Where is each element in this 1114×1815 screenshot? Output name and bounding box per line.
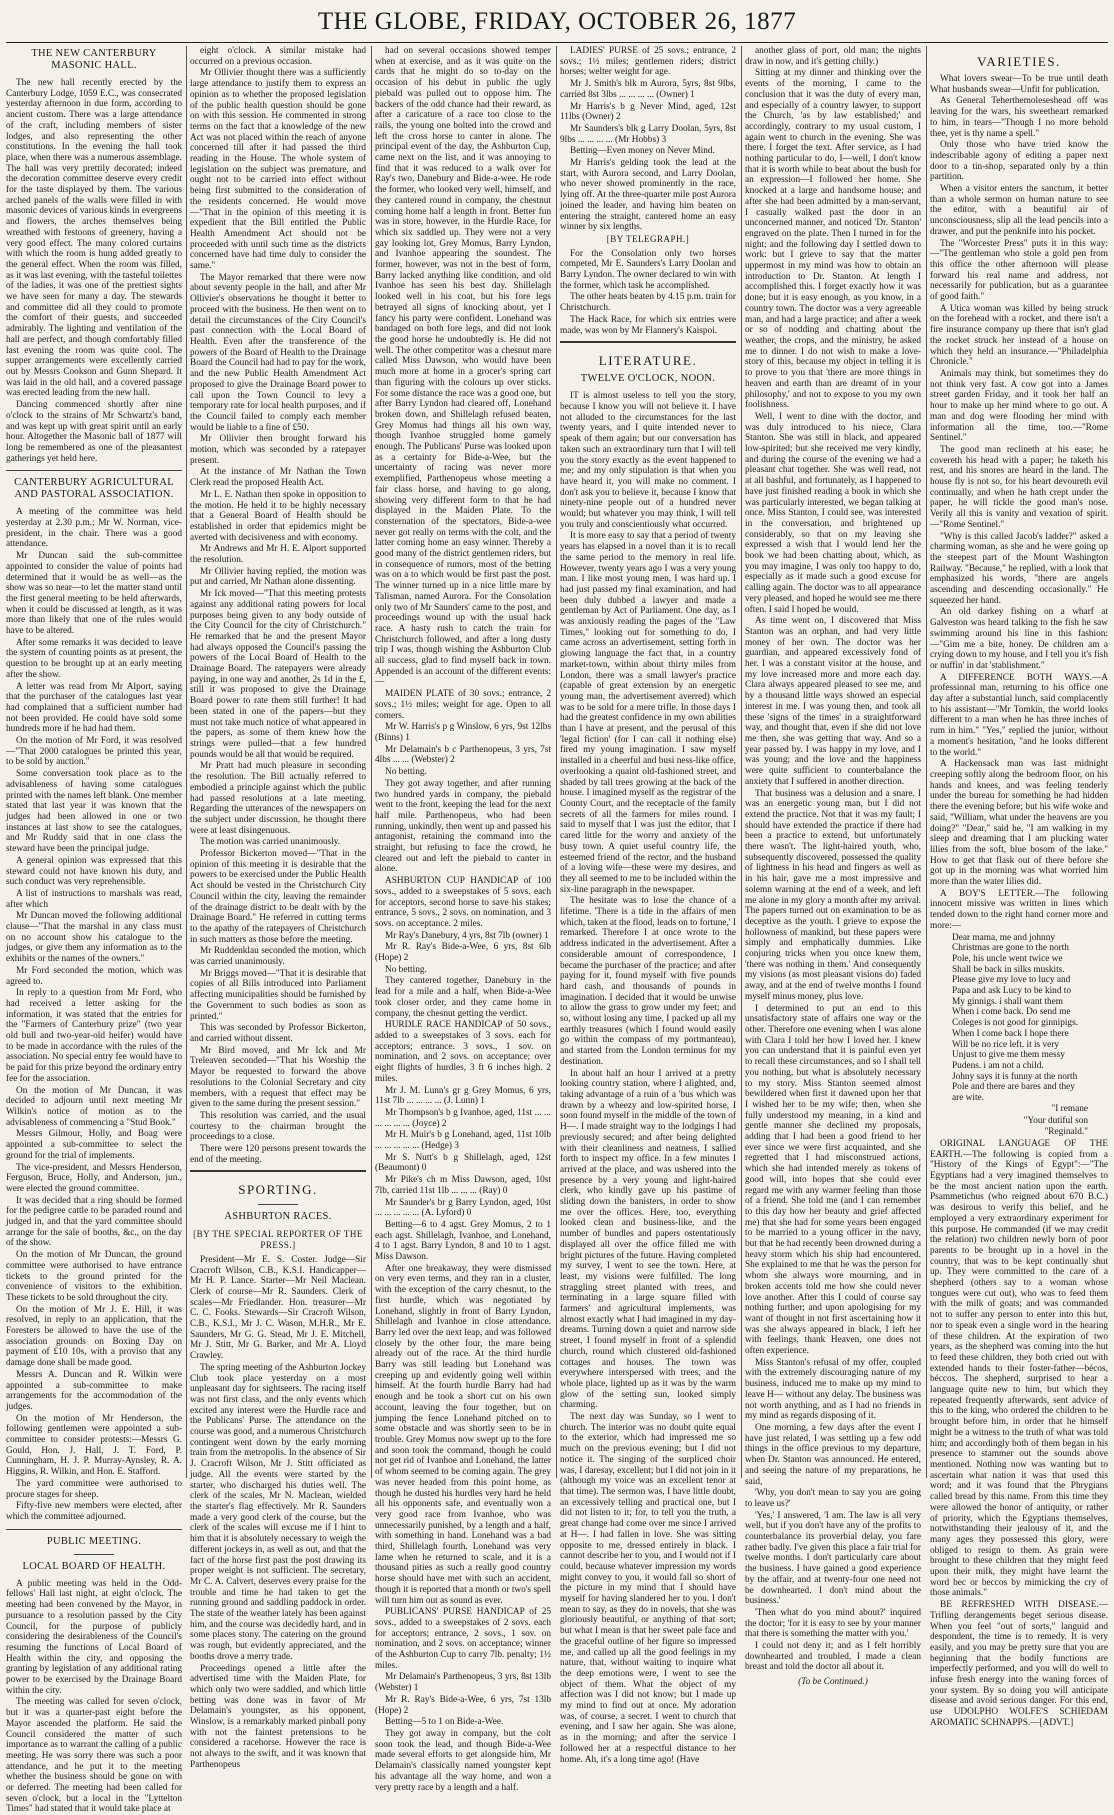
- paragraph: After one breakaway, they were dismissed on very even terms, and they ran in a cluster, with the exception of the carry chesnut, to the first hurdle, which was negotiated by Lonehand, slightly in front of Barry Lyndon, Shillelagh and Ivanhoe in close attendance. Barry led over the next leap, and was followed closely by the other four, the mare being already out of the race. At the third hurdle Barry was still leading but Lonehand was creeping up and evidently going well within himself. At the fourth hurdle Barry had had enough and he took a short cut on his own account, leaving the four together, but on jumping the fence Lonehand pitched on to some obstacle and was shortly seen to be in trouble. Grey Momus now swept up to the fore and soon took the command, though he could not get rid of Ivanhoe and Lonehand, the latter of whom seemed to be coming again. The grey was never headed from this point home, as though he dusted his hurdles very hard he held all his opponents safe, and eventually won a very good race from Ivanhoe, who was unnecessarily punished, by a length and a half, with something in hand. Lonehand was a bad third, Shillelagh fourth. Lonehand was very lame when he returned to scale, and it is a thousand pities as such a really good country horse should have met with such an accident, though it is reported that a month or two's spell will turn him out as sound as ever.: [375, 1263, 551, 1606]
- paragraph: It is more easy to say that a period of twenty years has elapsed in a novel than it is to recall the same period to the memory in real life. However, twenty years ago I was a very young man. I like most young men, I was hard up. I had just passed my final examination, and had been duly dubbed a lawyer and made a gentleman by Act of Parliament. One day, as I was anxiously reading the pages of the "Law Times," looking out for something to do, I came across an advertisement, setting forth in glowing language the fact that, in a country market-town, within about thirty miles from London, there was a small lawyer's practice (capable of great extension by an energetic young man, the advertisement averred) which was to be sold for a mere trifle. In those days I had the greatest confidence in my own abilities than I have at present, and the perusal of this 'legal fiction' (for I can call it nothing else) fired my young imagination. I saw myself installed in a cheerful and busi ness-like office, overlooking a quaint old-fashioned street, and shaded by tall trees growing at the back of the house. I imagined myself as the registrar of the County Court, and the receptacle of the family secrets of all the farmers for miles round. I said to myself that I was just the editor, that I cared little for the worry and anxiety of the busy town. A quiet useful country life, the esteemed friend of the rector, and the husband of a loving wife—these were my desires, and they all seemed to me to be included within the six-line paragraph in the newspaper.: [560, 531, 736, 895]
- paragraph: Mr Pratt had much pleasure in seconding the resolution. The Bill actually referred to embodied a principle against which the public had passed resolutions at a late meeting. Regarding the utterances of the newspapers on the subject under discussion, he thought there were at least disingenuous.: [190, 761, 366, 836]
- race-result: Mr Delamain's b c Parthenopeus, 3 yrs, 7st 4lbs ... ... (Webster) 2: [375, 744, 551, 766]
- poem-line: My ginnigs. i shall want them: [952, 996, 1064, 1007]
- column-4: [560, 46, 736, 1765]
- poem-line: Will be no rice left. it is very: [952, 1039, 1060, 1050]
- paragraph: Professor Bickerton moved—"That in the opinion of this meeting it is desirable that the powers to be exercised under the Public Health Act should be vested in the Christchurch City Council within the city, leaving the remainder of the drainage district to be dealt with by the Drainage Board." He referred in cutting terms to the apathy of the ratepayers of Christchurch in such matters as those before the meeting.: [190, 849, 366, 945]
- race-result: Mr W. Harris's p g Winslow, 6 yrs, 9st 12lbs (Binns) 1: [375, 722, 551, 743]
- paragraph: The Mayor remarked that there were now about seventy people in the hall, and after Mr Ollivier's observations he thought it better to proceed with the business. He then went on to detail the circumstances of the City Council's past connection with the Local Board of Health. Even after the transference of the powers of the Board of Health to the Drainage Board the Council had had to pay for the work, and the new Public Health Amendment Act proposed to give the Drainage Board power to call upon the Town Council to levy a temporary rate for local health purposes, and if the Council failed to comply each member would be liable to a fine of £50.: [190, 272, 366, 433]
- paragraph: An old darkey fishing on a wharf at Galveston was heard talking to the fish he saw swimming around his line in this fashion:—"Gim me a bite, honey. De children am a crying down to my house, and I tell you it's fish or nuffin' in dat 'stablishment.": [930, 607, 1108, 671]
- paragraph: A general opinion was expressed that this steward could not have known his duty, and such conduct was very reprehensible.: [6, 855, 182, 888]
- paragraph: This resolution was carried, and the usual courtesy to the chairman brought the proceedings to a close.: [190, 1110, 366, 1143]
- poem-line: Unjust to give me them messy: [952, 1050, 1065, 1061]
- race-result: Mr Saunders's blk g Larry Doolan, 5yrs, 8st 9lbs ... ... ... ... (Mr Hobbs) 3: [560, 123, 736, 145]
- paragraph: The good man reclineth at his ease; he covereth his head with a paper; he taketh his rest, and his snores are heard in the land. The house fly is not so, for his heart devoureth evil continually, and when he hath crept under the paper, he will tickle the good man's nose. Verily all this is vanity and vexation of spirit.—"Rome Sentinel.": [930, 444, 1108, 530]
- column-2: [190, 46, 366, 1770]
- paragraph: No betting.: [385, 964, 427, 975]
- race-result: Mr J. Smith's blk m Aurora, 5yrs, 8st 9lbs, carried 8st 3lbs ... ... ... ... (Owner) 1: [560, 79, 736, 100]
- paragraph: Mr Ollivier thought there was a sufficiently large attendance to justify them to express an opinion as to whether the proposed legislation of the public health question should be gone on with this session. He commented in strong terms on the fact that a knowledge of the new Act was not placed within the reach of anyone concerned till after it had passed the third reading in the House. The whole system of legislation on the subject was premature, and ought not to be carried into effect without being first submitted to the consideration of the residents concerned. He would move—"That in the opinion of this meeting it is expedient that the Bill entitled the Public Health Amendment Act should not be proceeded with until such time as the districts concerned have had time duly to consider the same.": [190, 68, 366, 272]
- paragraph: That business was a delusion and a snare. I was an energetic young man, but I did not extend the practice. Not that it was my fault; I should have extended the practice if there had been a practice to extend, but unfortunately there wasn't. The light-haired youth, who, subsequently discovered, possessed the quality of lightness in his head and fingers as well as in his hair, gave me a most impressive and solemn warning at the end of a week, and left me alone in my glory a month after my arrival. The papers turned out on examination to be as deceptive as the youth. I grieve to expose the hollowness of mankind, but these papers were simply and emphatically dummies. Like conjuring tricks when you once knew them, 'there was nothing in them.' And consequently my visions (as most pleasant visions do) faded away, and at the end of twelve months I found myself minus money, plus love.: [745, 788, 921, 1002]
- paragraph: The Hack Race, for which six entries were made, was won by Mr Flannery's Kaispoi.: [560, 314, 736, 336]
- poem-line: Pole and there are bares and they: [952, 1082, 1075, 1093]
- paragraph: Mr Bird moved, and Mr Ick and Mr Treleaven seconded—"That his Worship the Mayor be requested to forward the above resolutions to the Colonial Secretary and city members, with a request that effect may be given to the same during the present session.": [190, 1045, 366, 1110]
- paragraph: As General Teherthemoleseshead off was leaving for the wars, his sweetheart remarked to him, in tears—"Though I no more behold thee, yet is thy name a spell.": [930, 96, 1108, 139]
- race-result: Mr Saunder's br g Barry Lyndon, aged, 10st ... ... ... ... ... (A. Lyford) 0: [375, 1197, 551, 1219]
- section-double-rule: [560, 341, 736, 345]
- paragraph: For the Consolation only two horses competed, Mr E. Saunders's Larry Doolan and Barry Lyndon. The owner declared to win with the former, which task he accomplished.: [560, 248, 736, 291]
- paragraph: Animals may think, but sometimes they do not think very fast. A cow got into a James street garden Friday, and it took her half an hour to make up her mind where to go out. A man and dog were flooding her mind with information all the time, too.—"Rome Sentinel.": [930, 368, 1108, 444]
- paragraph: The yard committee were authorised to procure stages for sheep.: [6, 1478, 182, 1500]
- paragraph: They got away together, and after running two hundred yards in company, the piebald went to the front, keeping the lead for the next half mile. Parthenopeus, who had been running, unkindly, then went up and passed his antagonist, retaining the command into the straight, but refusing to face the crowd, he cleared out and left the piebald to canter in alone.: [375, 778, 551, 875]
- masthead-rule: [6, 42, 1108, 43]
- masthead: [0, 8, 1114, 38]
- paragraph: Sitting at my dinner and thinking over the events of the morning, I came to the conclusion that it was the duty of every man, and especially of a country lawyer, to support the Church, 'as by law established;' and accordingly, contrary to my usual custom, I again went to church in the evening. She was there. I forget the text. After service, as I had nothing particular to do, I—well, I don't know that it is worth while to beat about the bush for an expression—I followed her home. She knocked at a large and handsome house; and after she had been admitted by a man-servant, I casually walked past the door in an unconcerned manner, and noticed 'Dr. Stanton' engraved on the plate. Then I turned in for the night; and the following day I settled down to work: but I grieve to say that the matter uppermost in my mind was how to obtain an introduction to Dr. Stanton. At length I accomplished this. I forget exactly how it was done; but it is easy enough, as you know, in a country town. The doctor was a very agreeable man, and had a large practice; and after a week or so of nodding and chatting about the weather, the crops, and the ministry, he asked me to dinner. I do not wish to make a love-story of this, because my object in telling it is to prove to you that 'there are more things in heaven and earth than are dreamt of in your philosophy,' and not to expose to you my own foolishness.: [745, 68, 921, 411]
- section-rule: [6, 1529, 182, 1530]
- column-divider: [741, 46, 742, 1478]
- headline-ashburton-races: ASHBURTON RACES.: [224, 1211, 332, 1223]
- paragraph: Some conversation took place as to the advisableness of having some catalogues printed with the names left blank. One member stated that last year it was known that the judges had been allowed in one or two instances at last show to see the catalogues, and Mr Ruddy said that in one class the steward have been the principal judge.: [6, 769, 182, 855]
- paragraph: Mr Harris's gelding took the lead at the start, with Aurora second, and Larry Doolan, who never showed prominently in the race, lying off. At the three-quarter mile post Aurora joined the leader, and having him beaten on entering the straight, cantered home an easy winner by six lengths.: [560, 158, 736, 233]
- paragraph: President—Mr E. S. Coster. Judge—Sir Cracroft Wilson, C.B., K.S.I. Handicapper—Mr H. P. Lance. Starter—Mr Neil Maclean. Clerk of course—Mr R. Saunders. Clerk of scales—Mr Friedlander. Hon. treasurer—Mr C. C. Fooks. Stewards—Sir Cracroft Wilson, C.B., K.S.I., Mr J. C. Wason, M.H.R., Mr E. Saunders, Mr G. G. Stead, Mr J. E. Mitchell, Mr J. Stitt, Mr G. Barker, and Mr A. Lloyd Crawley.: [190, 1254, 366, 1362]
- paragraph: It was decided that a ring should be formed for the pedigree cattle to be paraded round and judged in, and that the yard committee should arrange for the sale of booths, &c., on the day of the show.: [6, 1195, 182, 1249]
- race-result: Mr Ray's Danebury, 4 yrs, 8st 7lb (owner) 1: [385, 930, 549, 941]
- paragraph: Messrs A. Duncan and R. Wilkin were appointed a sub-committee to make arrangements for the accommodation of the judges.: [6, 1369, 182, 1412]
- paragraph: 'Then what do you mind about?' inquired the doctor; 'for it is easy to see by your manner that there is something the matter with you.': [745, 1607, 921, 1640]
- short-rule: [74, 1554, 114, 1555]
- poem-line: Pole, his uncle went twice we: [952, 953, 1063, 964]
- paragraph: The next day was Sunday, so I went to church. The interior was no doubt quite equal to the exterior, which had impressed me so much on the previous evening; but I did not notice it. The singing of the surpliced choir was, I daresay, excellent; but I did not join in it (although my voice was an excellent tenor at that time). The sermon was, I have little doubt, an excessively telling and practical one, but I did not listen to it; for, to tell you the truth, a great change had come over me since I arrived at H—. I had fallen in love. She was sitting opposite to me, dressed entirely in black. I cannot describe her to you, and I would not if I could, because whatever impression my words might convey to you, it would fall so short of the picture in my mind that I should have myself for having slandered her to you. I don't mean to say, as they do in novels, that she was gloriously beautiful, or anything of that sort; but what I mean is that her sweet pale face and the graceful outline of her figure so impressed me, and called up all the good feelings in my nature, that, without waiting to inquire what the deep emotions were, I went to see the object of them. What the object of my affection was I did not know; but I made up my mind to find out at once. My adoration was, of course, a secret. I went to church that evening, and I saw her again. She was alone, as in the morning; and after the service I followed her at a respectful distance to her home. Ah, it's a long time ago! (Have: [560, 1412, 736, 1765]
- column-divider: [556, 46, 557, 1478]
- poem-line: Please give my love to lucy and: [952, 975, 1071, 986]
- race-result: Mr Delamain's Parthenopeus, 3 yrs, 8st 13lb (Webster) 1: [375, 1672, 551, 1694]
- paragraph: Mr Ick moved—"That this meeting protests against any additional rating powers for local purposes being given to any body outside of the City Council for the city of Christchurch." He remarked that he and the present Mayor had always opposed the Council's passing the powers of the Local Board of Health to the Drainage Board. The ratepayers were already paying, in one way and another, 2s 1d in the £, still it was proposed to give the Drainage Board power to rate them still further! It had been stated in one of the papers—but they must not take much notice of what appeared in the papers, as some of them knew how the strings were pulled—that a few hundred pounds would be all that would be required.: [190, 589, 366, 760]
- paragraph: The motion was carried unanimously.: [200, 837, 341, 848]
- paragraph: eight o'clock. A similar mistake had occurred on a previous occasion.: [190, 46, 366, 67]
- race-result: Mr S. Nutt's b g Shillelagh, aged, 12st (Beaumont) 0: [375, 1152, 551, 1174]
- paragraph: I determined to put an end to this unsatisfactory state of affairs one way or the other. Therefore one evening when I was alone with Clara I told her how I loved her. I knew you can understand that it is painful even yet to recall these circumstances, and so I shall tell you nothing, but what is absolutely necessary to my story. Miss Stanton seemed almost bewildered when first it dawned upon her that I wished her to be my wife; then, when she fully understood my meaning, in a kind and gentle manner she declined my proposals, adding that I had been a good friend to her ever since we were first acquainted, and she regretted that I had misconstrued actions, which she had intended merely as tokens of good will, into hopes that she could ever regard me with any warmer feeling than those of a friend. She told me (and I can remember to this day how her beauty and grief affected me) that she had for some years been engaged to be married to a young officer in the navy, but that he had recently been drowned during a heavy storm which his ship had encountered. She explained to me that he was the person for whom she always wore mourning, and in broken accents told me how she could never love another. After this I could of course say nothing further; and upon apologising for my want of thought in not first ascertaining how it was she always appeared in black, I left her with feelings, thank Heaven, one does not often experience.: [745, 1003, 921, 1357]
- race-result: Mr Harris's b g Never Mind, aged, 12st 11lbs (Owner) 2: [560, 101, 736, 123]
- paragraph: One morning, a few days after the event I have just related, I was settling up a few odd things in the office previous to my departure, when Dr. Stanton was announced. He entered, and seeing the nature of my preparations, he said,: [745, 1423, 921, 1487]
- section-rule: [6, 470, 182, 471]
- headline-twelve-oclock: TWELVE O'CLOCK, NOON.: [580, 373, 716, 385]
- paragraph: The "Worcester Press" puts it in this way:—"The gentleman who stole a gold pen from this office the other afternoon will please forward his real name and address, not necessarily for publication, but as a guarantee of good faith.": [930, 238, 1108, 303]
- paper-title: THE GLOBE,: [317, 8, 468, 35]
- race-heading: ASHBURTON CUP HANDICAP of 100 sovs., added to a sweepstakes of 5 sovs. each for acceptors, second horse to save his stakes; entrance, 5 sovs., 2 sovs. on nomination, and 3 sovs. on acceptance. 2 miles.: [375, 876, 551, 929]
- race-heading: LADIES' PURSE of 25 sovs.; entrance, 2 sovs.; 1½ miles; gentlemen riders; district horses; welter weight for age.: [560, 46, 736, 78]
- race-heading: MAIDEN PLATE of 30 sovs.; entrance, 2 sovs.; 1½ miles; weight for age. Open to all comers.: [375, 689, 551, 721]
- race-result: Mr H. Muir's b g Lonehand, aged, 11st 10lb ... ... ... ... ... (Hedge) 3: [375, 1130, 551, 1152]
- paragraph: A Hackensack man was last midnight creeping softly along the bedroom floor, on his hands and knees, and was feeling tenderly under the bureau for something he had hidden there the evening before; but his wife woke and said, "William, what under the heavens are you doing?" "Dear," said he, "I am walking in my sleep and dreaming that I am plucking water lilies from the soft, blue bosom of the lake." How to get that flask out of there before she got up in the morning was what worried him more than the water lilies did.: [930, 759, 1108, 888]
- paragraph: Betting—6 to 4 agst. Grey Momus, 2 to 1 each agst. Shillelagh, Ivanhoe, and Lonehand, 4 to 1 agst. Barry Lyndon, 8 and 10 to 1 agst. Miss Dawson.: [375, 1219, 551, 1263]
- paragraph: At the instance of Mr Nathan the Town Clerk read the proposed Health Act.: [190, 467, 366, 489]
- paragraph: A meeting of the committee was held yesterday at 2.30 p.m.; Mr W. Norman, vice-president, in the chair. There was a good attendance.: [6, 507, 182, 550]
- column-3: [375, 46, 551, 1793]
- paragraph: The hesitate was to lose the chance of a lifetime. 'There is a tide in the affairs of men which, taken at the flood, leads on to fortune,' I remarked. Therefore I at once wrote to the address indicated in the advertisement. After a considerable amount of correspondence, I became the purchaser of the practice; and after paying for it, found myself with five pounds hard cash, and thousands of pounds in imagination. I decided that it would be unwise to allow the grass to grow under my feet; and so, without losing any time, I packed up all my earthly treasures (which I found would easily go within the compass of my portmanteau), and started from the London terminus for my destination.: [560, 896, 736, 1067]
- paragraph: ORIGINAL LANGUAGE OF THE EARTH.—The following is copied from a "History of the Kings of Egypt":—"The Egyptians had a very imagined themselves to be the most ancient nation upon the earth. Psammetichus (who reigned about 670 B.C.) was desirous to verify this belief, and he employed a very extraordinary experiment for this purpose. He commanded (if we may credit the relation) two children newly born of poor parents to be brought up in a hovel in the country, that was to be kept continually shut up. They were committed to the care of a shepherd (others say to a woman whose tongues were cut out), who was to feed them with the milk of goats; and was commanded not to suffer any person to enter into this hut, nor to speak even a single word in the hearing of these children. At the expiration of two years, as the shepherd was coming into the hut to feed these children, they both cried out with extended hands to their foster-father—bécos, béccos. The shepherd, surprised to hear a language quite new to him, but which they repeated frequently afterwards, sent advice of this to the king, who ordered the children to be brought before him, in order that he himself might be a witness to the truth of what was told him; and accordingly both of them began in his presence to stammer out the sounds above mentioned. Nothing now was wanting but to ascertain what nation it was that used this word; and it was found that the Phrygians called bread by this name. From this time they were allowed the honor of antiquity, or rather of priority, which the Egyptians themselves, notwithstanding their jealousy of it, and the many ages they possessed this glory, were obliged to resign to them. As grain were brought to these children that they might feed upon their milk, they might have learnt the word bec or beccos by mimicking the cry of those animals.": [930, 1138, 1108, 1599]
- paragraph: The spring meeting of the Ashburton Jockey Club took place yesterday on a most unpleasant day for sightseers. The racing itself was not first class, and the only events which excited any interest were the Hurdle race and the Publicans' Purse. The attendance on the course was good, and a numerous Christchurch contingent went down by the early morning train from the metropolis. In the absence of Sir J. Cracroft Wilson, Mr J. Stitt officiated as judge. All the events were started by the starter, who discharged his duties well. The clerk of the scales, Mr N. Maclean, wielded the starter's flag effectively. Mr R. Saunders made a very good clerk of the course, but the clerk of the scales will excuse me if I hint to him that it is absolutely necessary to weigh the different jockeys in, as well as out, and that the fact of the horse first past the post drawing its proper weight is not sufficient. The secretary, Mr C. A. Calvert, deserves every praise for the trouble and time he had taken to get the running ground and saddling paddock in order. The state of the weather lately has been against him, and the course was decidedly hard, and in some places stony. The catering on the ground was rough, but evidently appreciated, and the booths drove a merry trade.: [190, 1362, 366, 1662]
- paragraph: On the motion of Mr Henderson, the following gentlemen were appointed a sub-committee to consider protests:—Messrs G. Gould, Hon. J. Hall, J. T. Ford, P. Cunningham, H. J. P. Murray-Aynsley, R. A. Higgins, R. Wilkin, and Hon. E. Stafford.: [6, 1413, 182, 1478]
- paragraph: A DIFFERENCE BOTH WAYS.—A professional man, returning to his office one day after a substantial lunch, said complacently to his assistant—"Mr Tomkin, the world looks different to a man when he has three inches of rum in him." "Yes," replied the junior, without a moment's hesitation, "and he looks different to the world.": [930, 672, 1108, 758]
- headline-literature: LITERATURE.: [598, 353, 698, 369]
- paragraph: Mr Briggs moved—"That it is desirable that copies of all Bills introduced into Parliament affecting municipalities should be furnished by the Government to such bodies as soon as printed.": [190, 968, 366, 1022]
- advertisement: BE REFRESHED WITH DISEASE.—Trifling derangements beget serious disease. When you feel "out of sorts," languid and despondent, the time is to remedy. It is very easily, and you may be pretty sure that you are beginning that the bodily functions are imperfectly performed, and you will do well to infuse fresh energy into the waning forces of your system. By so doing you will anticipate disease and avoid serious danger. For this end, use UDOLPHO WOLFE'S SCHIEDAM AROMATIC SCHNAPPS.—[ADVT.]: [930, 1600, 1108, 1728]
- column-divider: [186, 46, 187, 1478]
- headline-agricultural-association: CANTERBURY AGRICULTURAL AND PASTORAL ASSOCIATION.: [14, 477, 174, 501]
- paragraph: A public meeting was held in the Odd-fellows' Hall last night, at eight o'clock. The meeting had been convened by the Mayor, in pursuance to a resolution passed by the City Council, for the purpose of publicly considering the desirableness of the Council's resuming the functions of Local Board of Health within the city, and opposing the granting by legislation of any additional rating power to be exercised by the Drainage Board within the city.: [6, 1578, 182, 1696]
- column-divider: [926, 46, 927, 1478]
- column-5: [745, 46, 921, 1688]
- to-be-continued: (To be Continued.): [798, 1677, 868, 1688]
- paragraph: Mr Ollivier having replied, the motion was put and carried, Mr Nathan alone dissenting.: [190, 566, 366, 588]
- paragraph: Mr L. E. Nathan then spoke in opposition to the motion. He held it to be highly necessary that a General Board of Health should be established in order that epidemics might be averted with decisiveness and with economy.: [190, 489, 366, 543]
- paragraph: Mr Andrews and Mr H. E. Alport supported the resolution.: [190, 544, 366, 566]
- paragraph: another glass of port, old man; the nights draw in now, and it's getting chilly.): [745, 46, 921, 67]
- paragraph: 'Why, you don't mean to say you are going to leave us?': [745, 1488, 921, 1509]
- paragraph: I could not deny it; and as I felt horribly downhearted and troubled, I made a clean breast and told the doctor all about it.: [745, 1641, 921, 1673]
- paragraph: Mr Ollivier then brought forward his motion, which was seconded by a ratepayer present.: [190, 434, 366, 466]
- paragraph: Fifty-five new members were elected, after which the committee adjourned.: [6, 1501, 182, 1522]
- paragraph: The meeting was called for seven o'clock, but it was a quarter-past eight before the Mayor ascended the platform. He said the Council considered the matter of such importance as to warrant the calling of a public meeting. He was sorry there was such a poor attendance, and he put it to the meeting whether the business should be gone on with or deferred. The meeting had been called for seven o'clock, but a local in the "Lyttelton Times" had stated that it would take place at: [6, 1697, 182, 1815]
- poem-line: Johny says it is funny at the north: [952, 1071, 1078, 1082]
- headline-public-meeting: PUBLIC MEETING.: [46, 1535, 142, 1547]
- paper-dateline: FRIDAY, OCTOBER 26, 1877: [474, 8, 797, 35]
- paragraph: Well, I went to dine with the doctor, and was duly introduced to his niece, Clara Stanton. She was still in black, and appeared low-spirited; but she received me very kindly, and during the course of the evening we had a pleasant chat together. She was well read, not at all bashful, and fortunately, as I happened to have just finished reading a book in which she was particularly interested, we began talking at once. Miss Stanton, I could see, was interested in the conversation, and brightened up considerably, so that on my leaving she expressed a wish that I would lend her the book we had been chatting about, which, as you may imagine, I was only too happy to do, especially as it made such a good excuse for calling again. The doctor was to all appearance very pleased, and hoped he would see me there often. I said I hoped he would.: [745, 411, 921, 615]
- section-double-rule: [190, 1170, 366, 1174]
- poem-line: are wite.: [952, 1093, 985, 1104]
- poem-line: Papa and ask Lucy to be kind to: [952, 986, 1072, 997]
- paragraph: Dancing commenced shortly after nine o'clock to the strains of Mr Schwartz's band, and was kept up with great spirit until an early hour. Altogether the Masonic ball of 1877 will long be remembered as one of the pleasantest gatherings yet held here.: [6, 400, 182, 464]
- race-result: Mr R. Ray's Bide-a-Wee, 6 yrs, 8st 6lb (Hope) 2: [375, 942, 551, 964]
- paragraph: had on several occasions showed temper when at exercise, and as it was quite on the cards that he might do so to-day on the occasion of his debut in public the ugly piebald was pulled out to oppose him. The backers of the odd chance had their reward, as after a caricature of a race too close to the rails, the young one bolted into the crowd and left the cross horse to canter in alone. The principal event of the day, the Ashburton Cup, came next on the list, and it was annoying to find that it was reduced to a walk over for Ray's two, Danebury and Bide-a-wee. He rode the former, who looked very well, himself, and they cantered round in company, the chestnut coming home half a length in front. Better fun was in store, however, in the Hurdle Race, for which six saddled up. They were not a very gay looking lot, Grey Momus, Barry Lyndon, and Ivanhoe appearing the soundest. The former, however, was not in the best of form, Barry lacked anything like condition, and old Ivanhoe has seen his best day. Shillelagh looked well in his coat, but his fore legs betrayed all signs of knocking about, yet I fancy his party were confident. Lonehand was bandaged on both fore legs, and did not look the good horse he undoubtedly is. He did not well. The other competitor was a chesnut mare called Miss Dawson, who would have been much more at home in a grocer's spring cart than figuring with the colours up over sticks. For some distance the race was a good one, but after Barry Lyndon had cleared off, Lonehand broken down, and Shillelagh refused beaten, Grey Momus had things all his own way, though Ivanhoe struggled home gamely enough. The Publicans' Purse was looked upon as a certainty for Bide-a-Wee, but the uncertainty of racing was never more exemplified, Parthenopeus whose meeting a fair class horse, and having to go along, showing very different form to that he had displayed in the Maiden Plate. To the consternation of the spectators, Bide-a-wee never got really on terms with the colt, and the latter coming home an easy winner. Thereby a good many of the district gentlemen riders, but in consequence of rumors, most of the betting was on a to which would be first past the post. The winner turned up in a nice little mare by Talisman, named Aurora. For the Consolation only two of Mr Saunders' came to the post, and proceedings wound up with the usual hack race. A hasty rush to catch the train for Christchurch followed, and after a long dusty trip I was, though wishing the Ashburton Club all success, glad to find myself back in town. Appended is an account of the different events:—: [375, 46, 551, 688]
- paragraph: Betting—Even money on Never Mind.: [570, 146, 715, 157]
- paragraph: When a visitor enters the sanctum, it better than a whole sermon on human nature to see the editor, with a beautiful air of unconsciousness, slip all the lead pencils into a drawer, and put the penknife into his pocket.: [930, 184, 1108, 237]
- paragraph: A list of instructions to marshals was read, after which: [6, 888, 182, 910]
- paragraph: "Why is this called Jacob's ladder?" asked a charming woman, as she and he were going up the steepest part of the Mount Washington Railway. "Because," he replied, with a look that emphasized his words, "there are angels ascending and descending occasionally." He squeezed her hand.: [930, 531, 1108, 606]
- poem-line: When I come back I hope there: [952, 1028, 1069, 1039]
- poem-line: Shall be back in silks muskits.: [952, 964, 1065, 975]
- paragraph: On the motion of Mr Duncan, the ground committee were authorised to have entrance tickets to the ground printed for the convenience of visitors to the exhibition. These tickets to be sold throughout the city.: [6, 1250, 182, 1303]
- column-1: [6, 46, 182, 1815]
- letter-signoff: "I remane: [1051, 1103, 1088, 1114]
- paragraph: On the motion of Mr J. E. Hill, it was resolved, in reply to an application, that the Foresters be allowed to have the use of the association grounds on Boxing Day on payment of £10 10s, with a proviso that any damage done shall be made good.: [6, 1304, 182, 1369]
- paragraph: In reply to a question from Mr Ford, who had received a letter asking for the information, it was stated that the entries for the "Farmers of Canterbury prize" (two year old bull and two-year-old heifer) would have to be made in accordance with the rules of the association. No special entry fee would have to be paid for this prize beyond the ordinary entry fee for the association.: [6, 988, 182, 1084]
- poem-line: Coleges is not good for ginnipigs.: [952, 1018, 1079, 1029]
- paragraph: Betting—5 to 1 on Bide-a-Wee.: [385, 1717, 504, 1728]
- paragraph: A BOY'S LETTER.—The following innocent missive was written in lines which tended down to the right hand corner more and more:—: [930, 888, 1108, 931]
- paragraph: In about half an hour I arrived at a pretty looking country station, where I alighted, and, taking advantage of a ruin of a 'bus which was drawn by a wheezy and low-spirited horse, I soon found myself in the middle of the town of H—. I made straight way to the lodgings I had previously secured; and after being delighted with their cleanliness and neatness, I sallied forth to inspect my office. In a few minutes I arrived at the place, and was ushered into the presence by a very young and light-haired clerk, who kindly gave up his pastime of sliding down the banisters, in order to show me over the offices. Here, too, everything looked clean and business-like, and the number of bundles and papers ostentatiously displayed all over the office filled me with bright pictures of the future. Having completed my survey, I went to see the town. Here, at least, my visions were fulfilled. The long straggling street planted with trees, and terminating in a large square filled with farmers' and agricultural implements, was almost exactly what I had imagined in my day-dreams. Turning down a quiet and narrow side street, I found myself in front of a splendid church, round which clustered old-fashioned cottages and houses. The town was everywhere interspersed with trees, and the whole place, lighted up as it was by the warm glow of the setting sun, looked simply charming.: [560, 1068, 736, 1411]
- headline-masonic-hall: THE NEW CANTERBURY MASONIC HALL.: [31, 48, 157, 71]
- paragraph: Mr Duncan said the sub-committee appointed to consider the value of points had determined that it would be as well—as the show was so near—to let the matter stand until the first general meeting to be held afterwards, when it could be discussed at length, as it was more than likely that one of the rules would have to be altered.: [6, 551, 182, 637]
- race-result: Mr Thompson's b g Ivanhoe, aged, 11st ... ... ... ... ... ... (Joyce) 2: [375, 1107, 551, 1129]
- paragraph: Mr Duncan moved the following additional clause—"That the marshal in any class must on no account show his catalogue to the judges, or give them any information as to the exhibits or the names of the owners.": [6, 911, 182, 965]
- paragraph: They got away in company, but the colt soon took the lead, and though Bide-a-Wee made several efforts to get alongside him, Mr Delamain's classically named youngster kept his advantage all the way home, and won a very pretty race by a length and a half.: [375, 1728, 551, 1793]
- race-result: Mr J. M. Lunn's gr g Grey Momus, 6 yrs, 11st 7lb ... ... ... ... (J. Lunn) 1: [375, 1085, 551, 1107]
- paragraph: The new hall recently erected by the Canterbury Lodge, 1059 E.C., was consecrated yesterday afternoon in due form, according to ancient custom. There was a large attendance of the craft, including members of sister lodges, and also representing the other constitutions. In the evening the hall took place, when there was a numerous assemblage. The hall was very prettily decorated; indeed the decoration committee deserve every credit for the taste displayed by them. The various arched panels of the walls were filled in with masonic devices of various kinds in evergreens and flowers, the arches themselves being wreathed with festoons of greenery, having a very good effect. The many colored curtains with which the room is hung added greatly to the general effect. When the room was filled, as it was last evening, with the tasteful toilettes of the ladies, it was one of the prettiest sights we have seen for many a day. The stewards and committee did all they could to promote the comfort of their guests, and succeeded admirably. The lighting and ventilation of the hall are perfect, and though comfortably filled last evening the room was quite cool. The supper arrangements were excellently carried out by Messrs Cookson and Gunn Shepard. It was laid in the old hall, and a covered passage was erected leading from the new hall.: [6, 78, 182, 399]
- headline-sporting: SPORTING.: [238, 1182, 318, 1198]
- paragraph: On the motion of Mr Duncan, it was decided to adjourn until next meeting Mr Wilkin's notice of motion as to the advisableness of commencing a "Stud Book.": [6, 1085, 182, 1128]
- paragraph: A Utica woman was killed by being struck on the forehead with a rocket, and there isn't a fire insurance company up there that isn't glad the rocket struck her instead of a house on which they held an insurance.—"Philadelphia Chronicle.": [930, 303, 1108, 368]
- paragraph: After some remarks it was decided to leave the system of counting points as at present, the question to be brought up at an early meeting after the show.: [6, 637, 182, 680]
- headline-varieties: VARIETIES.: [977, 54, 1061, 69]
- race-heading: PUBLICANS' PURSE HANDICAP of 25 sovs., added to a sweepstakes of 2 sovs. each for acceptors; entrance, 2 sovs., 1 sov. on nomination, and 2 sovs. on acceptance; winner of the Ashburton Cup to carry 7lb. penalty; 1½ miles.: [375, 1607, 551, 1671]
- poem-line: Christmas are gone to the north: [952, 943, 1069, 954]
- poem-line: Pudens. i am not a child.: [952, 1060, 1044, 1071]
- paragraph: A letter was read from Mr Alport, saying that the purchaser of the catalogues last year had complained that a sufficient number had not been provided. He could have sold some hundreds more if he had had them.: [6, 681, 182, 735]
- race-result: Mr R. Ray's Bide-a-Wee, 6 yrs, 7st 13lb (Hope) 2: [375, 1694, 551, 1716]
- paragraph: The other heats beaten by 4.15 p.m. train for Christchurch.: [560, 292, 736, 314]
- byline: [BY THE SPECIAL REPORTER OF THE PRESS.]: [193, 1229, 363, 1251]
- race-result: Mr Pike's ch m Miss Dawson, aged, 10st 7lb, carried 11st 1lb ... ... ... (Ray) 0: [375, 1175, 551, 1196]
- paragraph: Proceedings opened a little after the advertised time with the Maiden Plate, for which only two were saddled, and which little betting was done was in favor of Mr Delamain's youngster, as his opponent, Winslow, is a remarkably marked pinball pony with not the faintest pretensions to be considered a racehorse. However the race is not always to the swift, and it was known that Parthenopeus: [190, 1663, 366, 1770]
- paragraph: As time went on, I discovered that Miss Stanton was an orphan, and had very little money of her own. The doctor was her guardian, and appeared excessively fond of her. I was a constant visitor at the house, and my love increased more and more each day. Clara always appeared pleased to see me, and by a thousand little ways showed an especial interest in me. I was young then, and took all these 'signs of the times' in a straightforward way, and thought that, even if she did not love me then, she was getting that way. And so a year passed by. I was happy in my love, and I was young; and the love and the happiness were quite sufficient to counterbalance the anxiety that I suffered in another direction.: [745, 616, 921, 787]
- column-divider: [371, 46, 372, 1478]
- telegraph-note: [BY TELEGRAPH.]: [606, 233, 690, 244]
- paragraph: They cantered together, Danebury in the lead for a mile and a half, when Bide-a-Wee took closer order, and they came home in company, the chesnut getting the verdict.: [375, 976, 551, 1019]
- paragraph: 'Yes,' I answered, 'I am. The law is all very well, but if you don't have any of the profits to counterbalance its proverbial delay, you fare rather badly. I've given this place a fair trial for twelve months. I don't particularly care about the business. I have gained a good experience by the affair, and at twenty-four one need not be downhearted. I don't mind about the business.': [745, 1510, 921, 1607]
- paragraph: Mr Ford seconded the motion, which was agreed to.: [6, 965, 182, 987]
- poem-line: Dear mama, me and johnny: [952, 932, 1056, 943]
- short-rule: [258, 1204, 298, 1205]
- paragraph: Miss Stanton's refusal of my offer, coupled with the extremely discouraging nature of my business, induced me to make up my mind to leave H— without any delay. The business was not worth anything, and as I had no friends in my mind as regards disposing of it.: [745, 1357, 921, 1422]
- headline-board-of-health: LOCAL BOARD OF HEALTH.: [22, 1560, 166, 1572]
- paragraph: What lovers swear—To be true until death What husbands swear—Unfit for publication.: [930, 74, 1108, 95]
- letter-signature: "Reginald.": [1044, 1127, 1088, 1138]
- paragraph: Messrs Gilmour, Holly, and Boag were appointed a sub-committee to select the ground for the trial of implements.: [6, 1129, 182, 1161]
- paragraph: There were 120 persons present towards the end of the meeting.: [190, 1144, 366, 1165]
- paragraph: On the motion of Mr Ford, it was resolved —"That 2000 catalogues be printed this year, to be sold by auction.": [6, 736, 182, 768]
- paragraph: The vice-president, and Messrs Henderson, Ferguson, Bruce, Holly, and Anderson, jun., were elected the ground committee.: [6, 1162, 182, 1194]
- paragraph: No betting.: [385, 767, 427, 778]
- poem-line: When i come back. Do send me: [952, 1007, 1071, 1018]
- column-6: [930, 46, 1108, 1728]
- letter-signoff: "Your dutiful son: [1023, 1115, 1088, 1126]
- paragraph: IT is almost useless to tell you the story, because I know you will not believe it. I have not alluded to the circumstances for the last twenty years, and I quite intended never to speak of them again; but our conversation has taken such an extraordinary turn that I will tell you the story exactly as the event happened to me; and my only stipulation is that when you have heard it, you will make no comment. I don't ask you to believe it, because I know that ninety-nine people out of a hundred never would; but whatever you may think, I will tell you truly and conscientiously what occurred.: [560, 391, 736, 530]
- paragraph: This was seconded by Professor Bickerton, and carried without dissent.: [190, 1023, 366, 1044]
- boys-letter-poem: [930, 933, 1108, 1104]
- paragraph: Only those who have tried know the indescribable agony of editing a paper next door to a tin-shop, separated only by a thin partition.: [930, 140, 1108, 183]
- paragraph: Mr Ruddenklau seconded the motion, which was carried unanimously.: [190, 946, 366, 968]
- race-heading: HURDLE RACE HANDICAP of 50 sovs., added to a sweepstakes of 3 sovs. each for acceptors; entrance. 3 sovs., 1 sov. on nomination, and 2 sovs. on acceptance; over eight flights of hurdles, 3 ft 6 inches high. 2 miles.: [375, 1020, 551, 1084]
